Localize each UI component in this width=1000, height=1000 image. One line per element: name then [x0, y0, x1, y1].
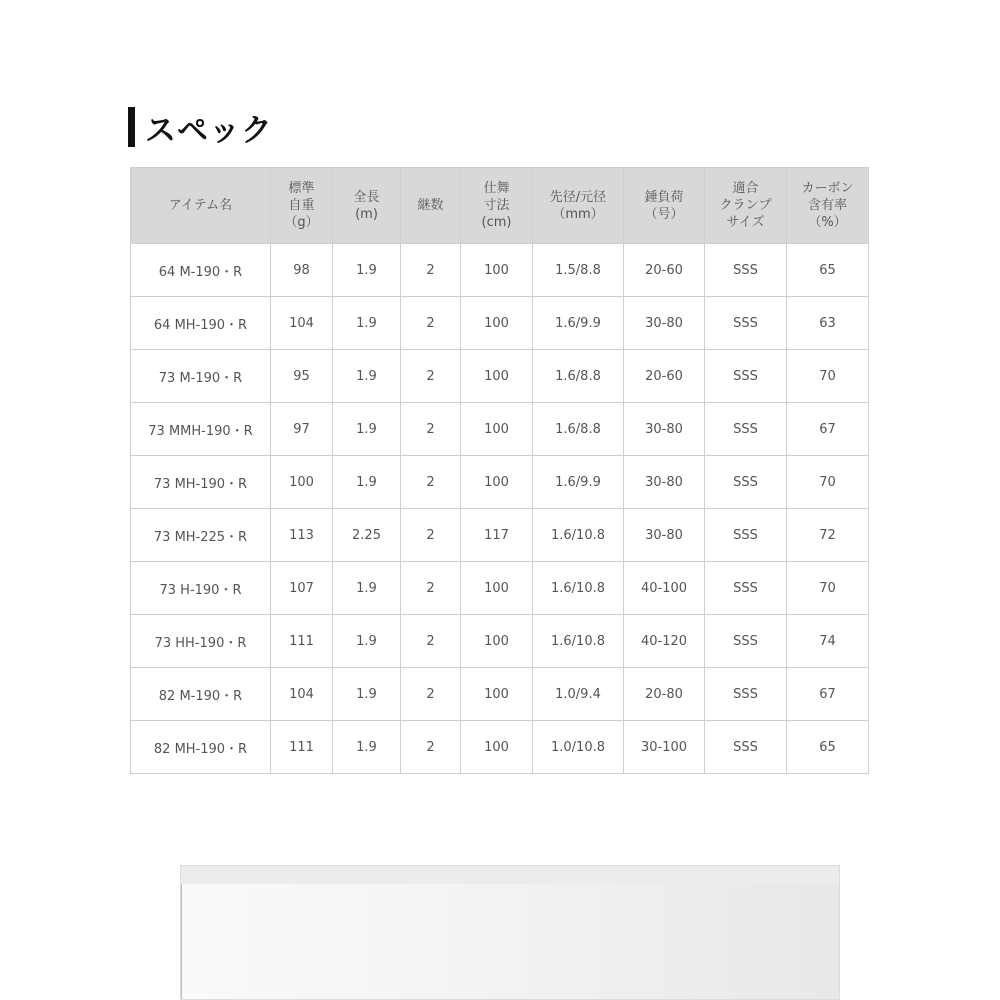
table-cell: 1.6/8.8	[533, 350, 624, 403]
table-cell: 70	[787, 350, 869, 403]
table-cell: 30-80	[624, 456, 705, 509]
table-cell: 1.6/10.8	[533, 509, 624, 562]
table-cell: 64 MH-190・R	[131, 297, 271, 350]
table-cell: 73 MMH-190・R	[131, 403, 271, 456]
table-cell: 1.9	[333, 297, 401, 350]
table-cell: 2	[401, 456, 461, 509]
table-cell: 111	[271, 615, 333, 668]
table-cell: 100	[461, 403, 533, 456]
table-cell: SSS	[705, 562, 787, 615]
table-cell: SSS	[705, 297, 787, 350]
table-cell: SSS	[705, 403, 787, 456]
table-cell: 2	[401, 721, 461, 774]
table-cell: 2	[401, 615, 461, 668]
table-row	[131, 721, 869, 774]
table-cell: 65	[787, 721, 869, 774]
table-row	[131, 297, 869, 350]
table-cell: 1.9	[333, 350, 401, 403]
table-cell: 73 M-190・R	[131, 350, 271, 403]
table-cell: 73 MH-190・R	[131, 456, 271, 509]
table-cell: 40-120	[624, 615, 705, 668]
header-sinker-load: 錘負荷 （号）	[624, 168, 705, 244]
table-cell: 30-80	[624, 509, 705, 562]
table-cell: 1.0/9.4	[533, 668, 624, 721]
table-row	[131, 562, 869, 615]
table-cell: 2	[401, 403, 461, 456]
table-cell: SSS	[705, 509, 787, 562]
table-cell: 100	[461, 562, 533, 615]
table-row	[131, 668, 869, 721]
table-cell: 100	[461, 350, 533, 403]
table-cell: 97	[271, 403, 333, 456]
table-cell: 20-80	[624, 668, 705, 721]
table-cell: 2	[401, 562, 461, 615]
table-cell: 104	[271, 297, 333, 350]
table-cell: 73 H-190・R	[131, 562, 271, 615]
table-cell: SSS	[705, 615, 787, 668]
table-cell: SSS	[705, 721, 787, 774]
table-cell: 100	[461, 456, 533, 509]
section-title	[128, 106, 273, 148]
spec-table	[130, 167, 869, 774]
table-cell: 100	[461, 668, 533, 721]
table-cell: 1.9	[333, 668, 401, 721]
header-weight: 標準 自重 （g）	[271, 168, 333, 244]
table-cell: SSS	[705, 668, 787, 721]
table-cell: 20-60	[624, 350, 705, 403]
table-cell: 1.9	[333, 456, 401, 509]
table-cell: 1.9	[333, 615, 401, 668]
table-cell: 30-80	[624, 297, 705, 350]
header-carbon-content: カーボン 含有率 （%）	[787, 168, 869, 244]
header-item-name: アイテム名	[131, 168, 271, 244]
table-row	[131, 244, 869, 297]
table-cell: 73 MH-225・R	[131, 509, 271, 562]
product-image-placeholder	[181, 884, 840, 1000]
table-cell: 1.0/10.8	[533, 721, 624, 774]
table-cell: 2	[401, 668, 461, 721]
table-cell: 1.9	[333, 721, 401, 774]
table-cell: 111	[271, 721, 333, 774]
table-cell: 2	[401, 350, 461, 403]
table-cell: 30-80	[624, 403, 705, 456]
table-cell: 20-60	[624, 244, 705, 297]
table-cell: 1.6/9.9	[533, 456, 624, 509]
table-cell: 100	[461, 615, 533, 668]
table-cell: SSS	[705, 244, 787, 297]
table-cell: 70	[787, 456, 869, 509]
header-closed-length: 仕舞 寸法 (cm)	[461, 168, 533, 244]
table-cell: 100	[271, 456, 333, 509]
table-row	[131, 615, 869, 668]
table-cell: 72	[787, 509, 869, 562]
table-cell: 1.6/8.8	[533, 403, 624, 456]
header-sections: 継数	[401, 168, 461, 244]
table-cell: SSS	[705, 350, 787, 403]
table-cell: 113	[271, 509, 333, 562]
table-cell: 2	[401, 297, 461, 350]
table-cell: 67	[787, 403, 869, 456]
table-row	[131, 509, 869, 562]
table-cell: 100	[461, 244, 533, 297]
table-cell: 117	[461, 509, 533, 562]
table-row	[131, 456, 869, 509]
table-cell: 70	[787, 562, 869, 615]
table-cell: 82 M-190・R	[131, 668, 271, 721]
table-row	[131, 350, 869, 403]
table-cell: 1.9	[333, 244, 401, 297]
header-length: 全長 (m)	[333, 168, 401, 244]
table-cell: 30-100	[624, 721, 705, 774]
table-cell: 100	[461, 721, 533, 774]
title-accent-bar	[128, 107, 135, 147]
table-cell: 65	[787, 244, 869, 297]
table-header-row	[131, 168, 869, 244]
table-cell: 1.5/8.8	[533, 244, 624, 297]
table-cell: 107	[271, 562, 333, 615]
table-cell: 1.6/10.8	[533, 562, 624, 615]
table-cell: 64 M-190・R	[131, 244, 271, 297]
table-cell: 2	[401, 509, 461, 562]
header-diameter: 先径/元径 （mm）	[533, 168, 624, 244]
table-cell: 1.6/10.8	[533, 615, 624, 668]
table-cell: 73 HH-190・R	[131, 615, 271, 668]
table-cell: 1.6/9.9	[533, 297, 624, 350]
table-cell: 74	[787, 615, 869, 668]
table-cell: 67	[787, 668, 869, 721]
table-cell: 1.9	[333, 562, 401, 615]
table-cell: 2	[401, 244, 461, 297]
page-title: スペック	[145, 112, 273, 149]
table-cell: 40-100	[624, 562, 705, 615]
table-cell: 98	[271, 244, 333, 297]
table-cell: 82 MH-190・R	[131, 721, 271, 774]
table-cell: SSS	[705, 456, 787, 509]
table-cell: 63	[787, 297, 869, 350]
table-cell: 1.9	[333, 403, 401, 456]
table-row	[131, 403, 869, 456]
table-cell: 2.25	[333, 509, 401, 562]
table-body	[131, 244, 869, 774]
table-cell: 95	[271, 350, 333, 403]
table-cell: 104	[271, 668, 333, 721]
table-cell: 100	[461, 297, 533, 350]
product-image-frame	[180, 865, 840, 1000]
header-clamp-size: 適合 クランプ サイズ	[705, 168, 787, 244]
